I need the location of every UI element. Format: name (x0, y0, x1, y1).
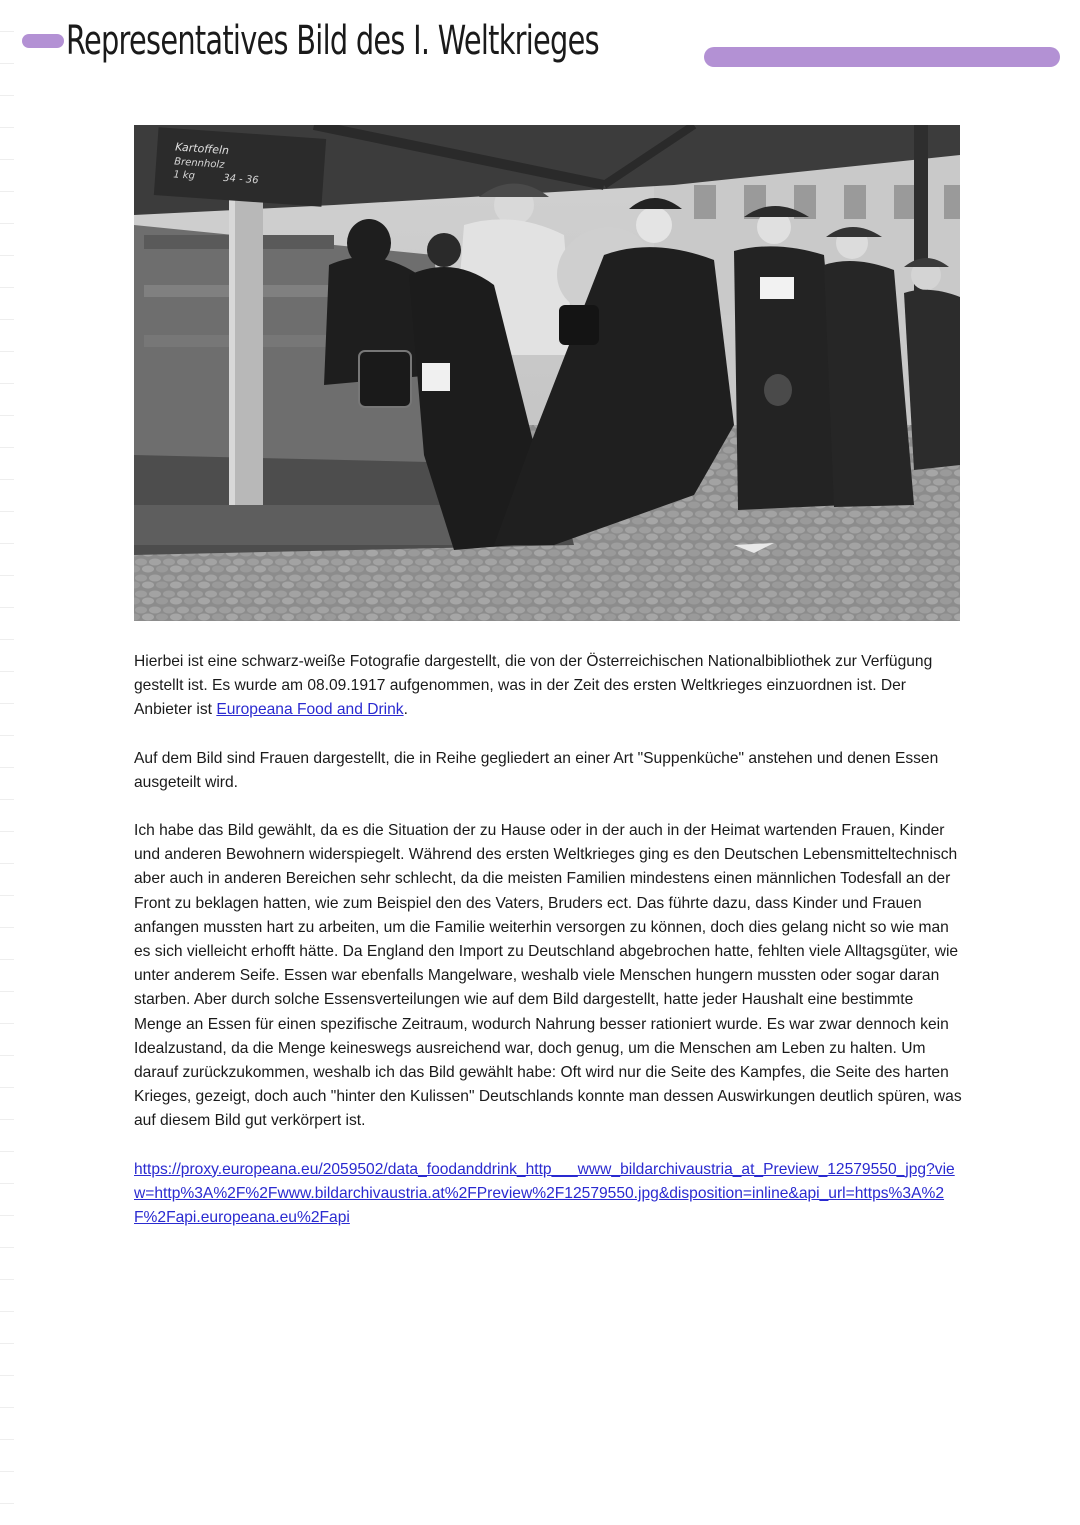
paragraph-description: Auf dem Bild sind Frauen dargestellt, die in Reihe gegliedert an einer Art "Suppenküche" anstehen und denen Essen ausgeteilt wird. (134, 749, 939, 791)
sign-line: 34 - 36 (222, 172, 259, 187)
header-accent-right (704, 47, 1060, 67)
sign-line: 1 kg (172, 169, 196, 182)
paragraph-source-text: Hierbei ist eine schwarz-weiße Fotografie dargestellt, die von der Österreichischen Nationalbibliothek zur Verfügung gestellt ist. Es wurde am 08.09.1917 aufgenommen, was in der Zeit des ersten Weltkrieges einzuordnen ist. Der Anbieter ist (134, 653, 933, 719)
page-title: Representatives Bild des I. Weltkrieges (66, 18, 599, 64)
source-url-link[interactable]: https://proxy.europeana.eu/2059502/data_foodanddrink_http___www_bildarchivaustria_at_Preview_12579550_jpg?view=http%3A%2F%2Fwww.bildarchivaustria.at%2FPreview%2F12579550.jpg&disposition=inline&api_url=https%3A%2F%2Fapi.europeana.eu%2Fapi (134, 1160, 955, 1227)
paragraph-source-end: . (403, 701, 408, 719)
paragraph-source (134, 650, 964, 723)
paragraph-reasoning: Ich habe das Bild gewählt, da es die Situation der zu Hause oder in der auch in der Heimat wartenden Frauen, Kinder und anderen Bewohnern widerspiegelt. Während des ersten Weltkrieges ging es den Deutschen Lebensmitteltechnisch aber auch in anderen Bereichen sehr schlecht, da die meisten Familien mindestens einen männlichen Todesfall an der Front zu beklagen hatten, wie zum Beispiel den des Vaters, Bruders ect. Das führte dazu, dass Kinder und Frauen anfangen mussten hart zu arbeiten, um die Familie weiterhin versorgen zu können, doch dies gelang nicht so wie man es sich vielleicht erhofft hätte. Da England den Import zu Deutschland abgebrochen hatte, fehlten viele Alltagsgüter, wie unter anderem Seife. Essen war ebenfalls Mangelware, weshalb viele Menschen hungern mussten oder sogar daran starben. Aber durch solche Essensverteilungen wie auf dem Bild dargestellt, hatte jeder Haushalt eine bestimmte Menge an Essen für einen spezifische Zeitraum, wodurch Nahrung besser rationiert wurde. Es war zwar dennoch kein Idealzustand, da die Menge keineswegs ausreichend war, doch genug, um die Menschen am Leben zu halten. Um darauf zurückzukommen, weshalb ich das Bild gewählt habe: Oft wird nur die Seite des Kampfes, die Seite des harten Krieges, gezeigt, doch auch "hinter den Kulissen" Deutschlands konnte man dessen Auswirkungen deutlich spüren, was auf diesem Bild gut verkörpert ist. (134, 822, 962, 1130)
sign-line: Brennholz (173, 156, 225, 171)
wwi-photograph (134, 125, 960, 621)
europeana-link[interactable]: Europeana Food and Drink (216, 701, 404, 719)
sign-line: Kartoffeln (174, 140, 230, 158)
header-accent-left (22, 34, 64, 48)
body-text (134, 650, 964, 1254)
